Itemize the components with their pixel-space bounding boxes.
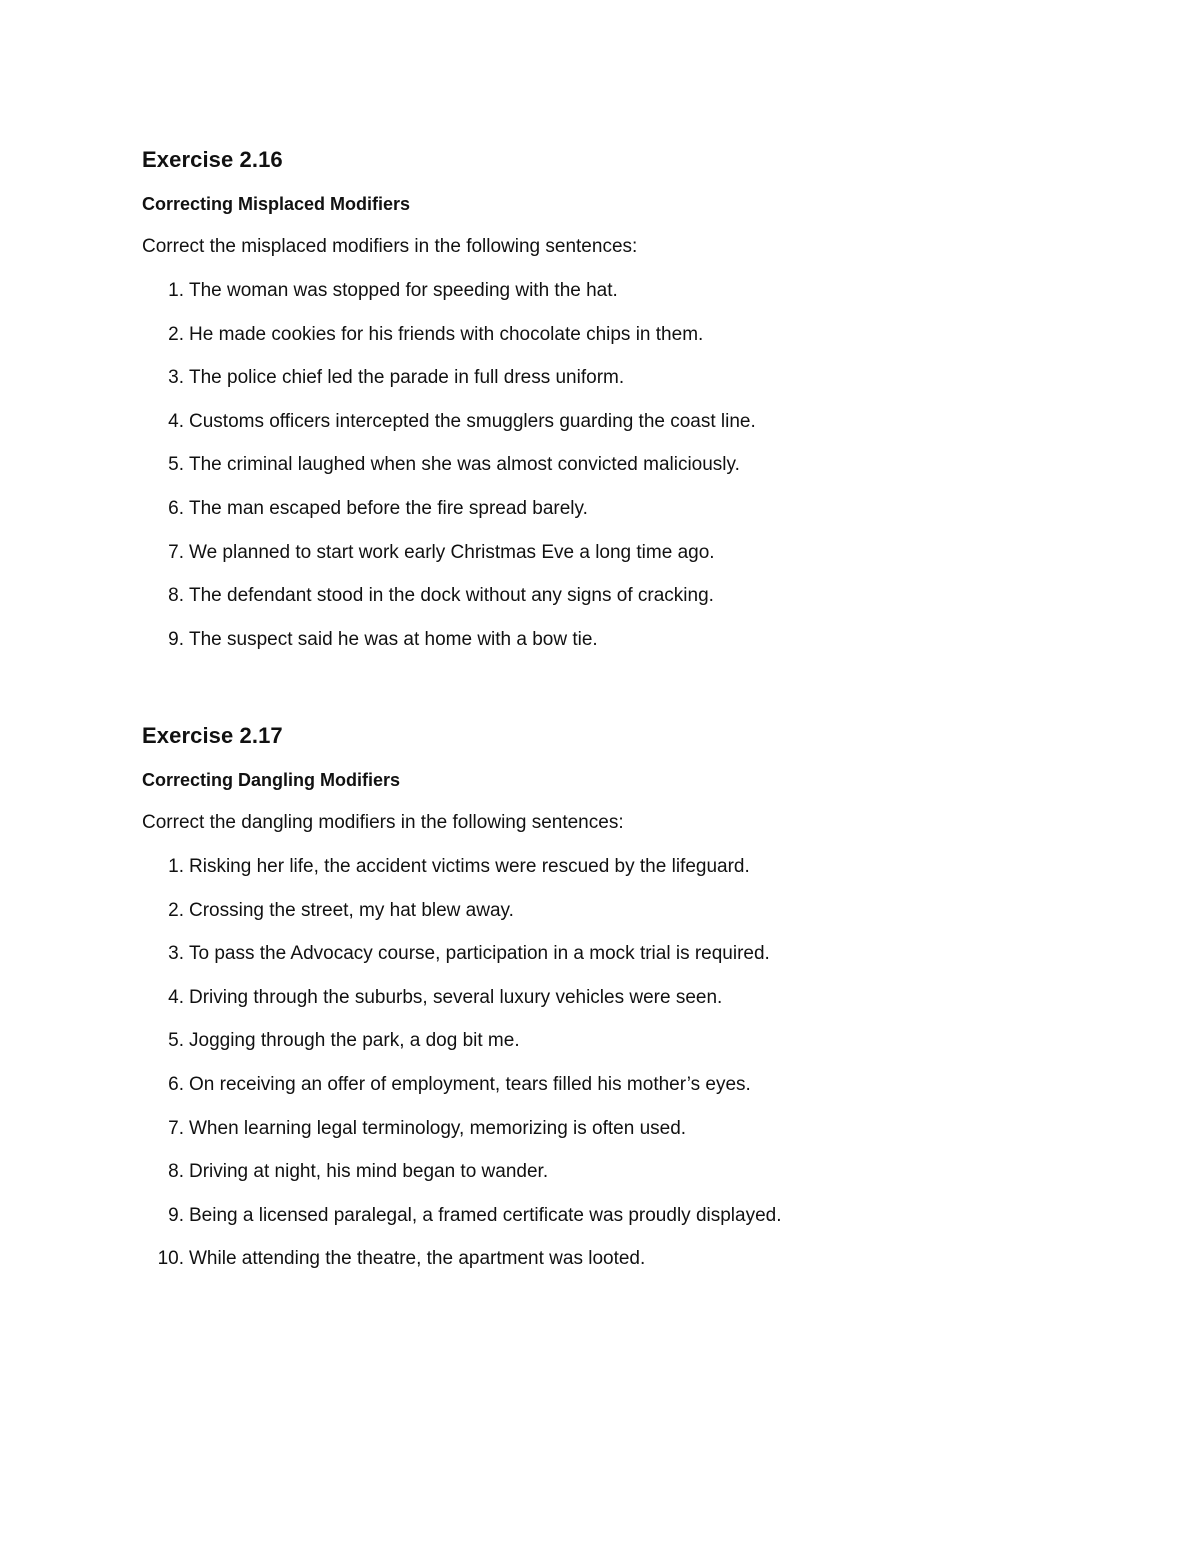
exercise-list bbox=[142, 278, 1122, 670]
exercise-list bbox=[142, 854, 1122, 1290]
list-item bbox=[142, 941, 1122, 985]
item-text: We planned to start work early Christmas Eve a long time ago. bbox=[189, 541, 715, 563]
item-number: 7. bbox=[168, 1117, 184, 1139]
item-number: 3. bbox=[168, 943, 184, 965]
item-number: 8. bbox=[168, 1161, 184, 1183]
item-text: He made cookies for his friends with chocolate chips in them. bbox=[189, 323, 704, 345]
list-item bbox=[142, 452, 1122, 496]
item-text: The woman was stopped for speeding with the hat. bbox=[189, 280, 618, 301]
exercise-title: Exercise 2.16 bbox=[142, 147, 283, 172]
exercise-2-17 bbox=[142, 721, 1122, 1290]
list-item bbox=[142, 409, 1122, 453]
item-text: Driving through the suburbs, several luxury vehicles were seen. bbox=[189, 986, 723, 1008]
list-item bbox=[142, 985, 1122, 1029]
list-item bbox=[142, 627, 1122, 671]
item-number: 7. bbox=[168, 541, 184, 563]
item-number: 10. bbox=[157, 1248, 184, 1270]
list-item bbox=[142, 1116, 1122, 1160]
exercise-subtitle: Correcting Misplaced Modifiers bbox=[142, 194, 411, 214]
item-text: The defendant stood in the dock without any signs of cracking. bbox=[189, 585, 714, 607]
item-number: 3. bbox=[168, 367, 184, 389]
item-number: 6. bbox=[168, 497, 184, 519]
list-item bbox=[142, 496, 1122, 540]
item-number: 5. bbox=[168, 1030, 184, 1052]
item-number: 8. bbox=[168, 585, 184, 607]
list-item bbox=[142, 1246, 1122, 1290]
exercise-subtitle: Correcting Dangling Modifiers bbox=[142, 770, 401, 790]
item-text: Crossing the street, my hat blew away. bbox=[189, 899, 514, 921]
exercise-title: Exercise 2.17 bbox=[142, 723, 283, 748]
item-text: Driving at night, his mind began to wander. bbox=[189, 1161, 549, 1183]
item-number: 2. bbox=[168, 899, 184, 921]
list-item bbox=[142, 854, 1122, 898]
list-item bbox=[142, 540, 1122, 584]
item-text: Being a licensed paralegal, a framed certificate was proudly displayed. bbox=[189, 1204, 782, 1226]
list-item bbox=[142, 898, 1122, 942]
exercise-instruction: Correct the misplaced modifiers in the following sentences: bbox=[142, 236, 638, 257]
list-item bbox=[142, 1203, 1122, 1247]
list-item bbox=[142, 1028, 1122, 1072]
list-item bbox=[142, 322, 1122, 366]
item-text: The suspect said he was at home with a bow tie. bbox=[189, 628, 598, 650]
item-number: 5. bbox=[168, 454, 184, 476]
list-item bbox=[142, 1072, 1122, 1116]
item-text: Jogging through the park, a dog bit me. bbox=[189, 1030, 520, 1052]
item-text: Customs officers intercepted the smugglers guarding the coast line. bbox=[189, 410, 756, 432]
item-number: 9. bbox=[168, 1204, 184, 1226]
list-item bbox=[142, 1159, 1122, 1203]
exercise-instruction: Correct the dangling modifiers in the following sentences: bbox=[142, 812, 624, 833]
list-item bbox=[142, 278, 1122, 322]
item-number: 4. bbox=[168, 410, 184, 432]
item-number: 4. bbox=[168, 986, 184, 1008]
item-text: Risking her life, the accident victims were rescued by the lifeguard. bbox=[189, 856, 750, 877]
list-item bbox=[142, 583, 1122, 627]
item-text: When learning legal terminology, memorizing is often used. bbox=[189, 1117, 687, 1139]
item-number: 9. bbox=[168, 628, 184, 650]
item-number: 1. bbox=[168, 280, 184, 301]
item-number: 1. bbox=[168, 856, 184, 877]
item-number: 2. bbox=[168, 323, 184, 345]
list-item bbox=[142, 365, 1122, 409]
item-text: The man escaped before the fire spread barely. bbox=[189, 497, 588, 519]
item-number: 6. bbox=[168, 1073, 184, 1095]
item-text: On receiving an offer of employment, tears filled his mother’s eyes. bbox=[189, 1073, 751, 1095]
item-text: To pass the Advocacy course, participation in a mock trial is required. bbox=[189, 943, 770, 965]
item-text: The police chief led the parade in full dress uniform. bbox=[189, 367, 625, 389]
exercise-2-16 bbox=[142, 145, 1122, 670]
item-text: While attending the theatre, the apartment was looted. bbox=[189, 1248, 646, 1270]
item-text: The criminal laughed when she was almost convicted maliciously. bbox=[189, 454, 740, 476]
